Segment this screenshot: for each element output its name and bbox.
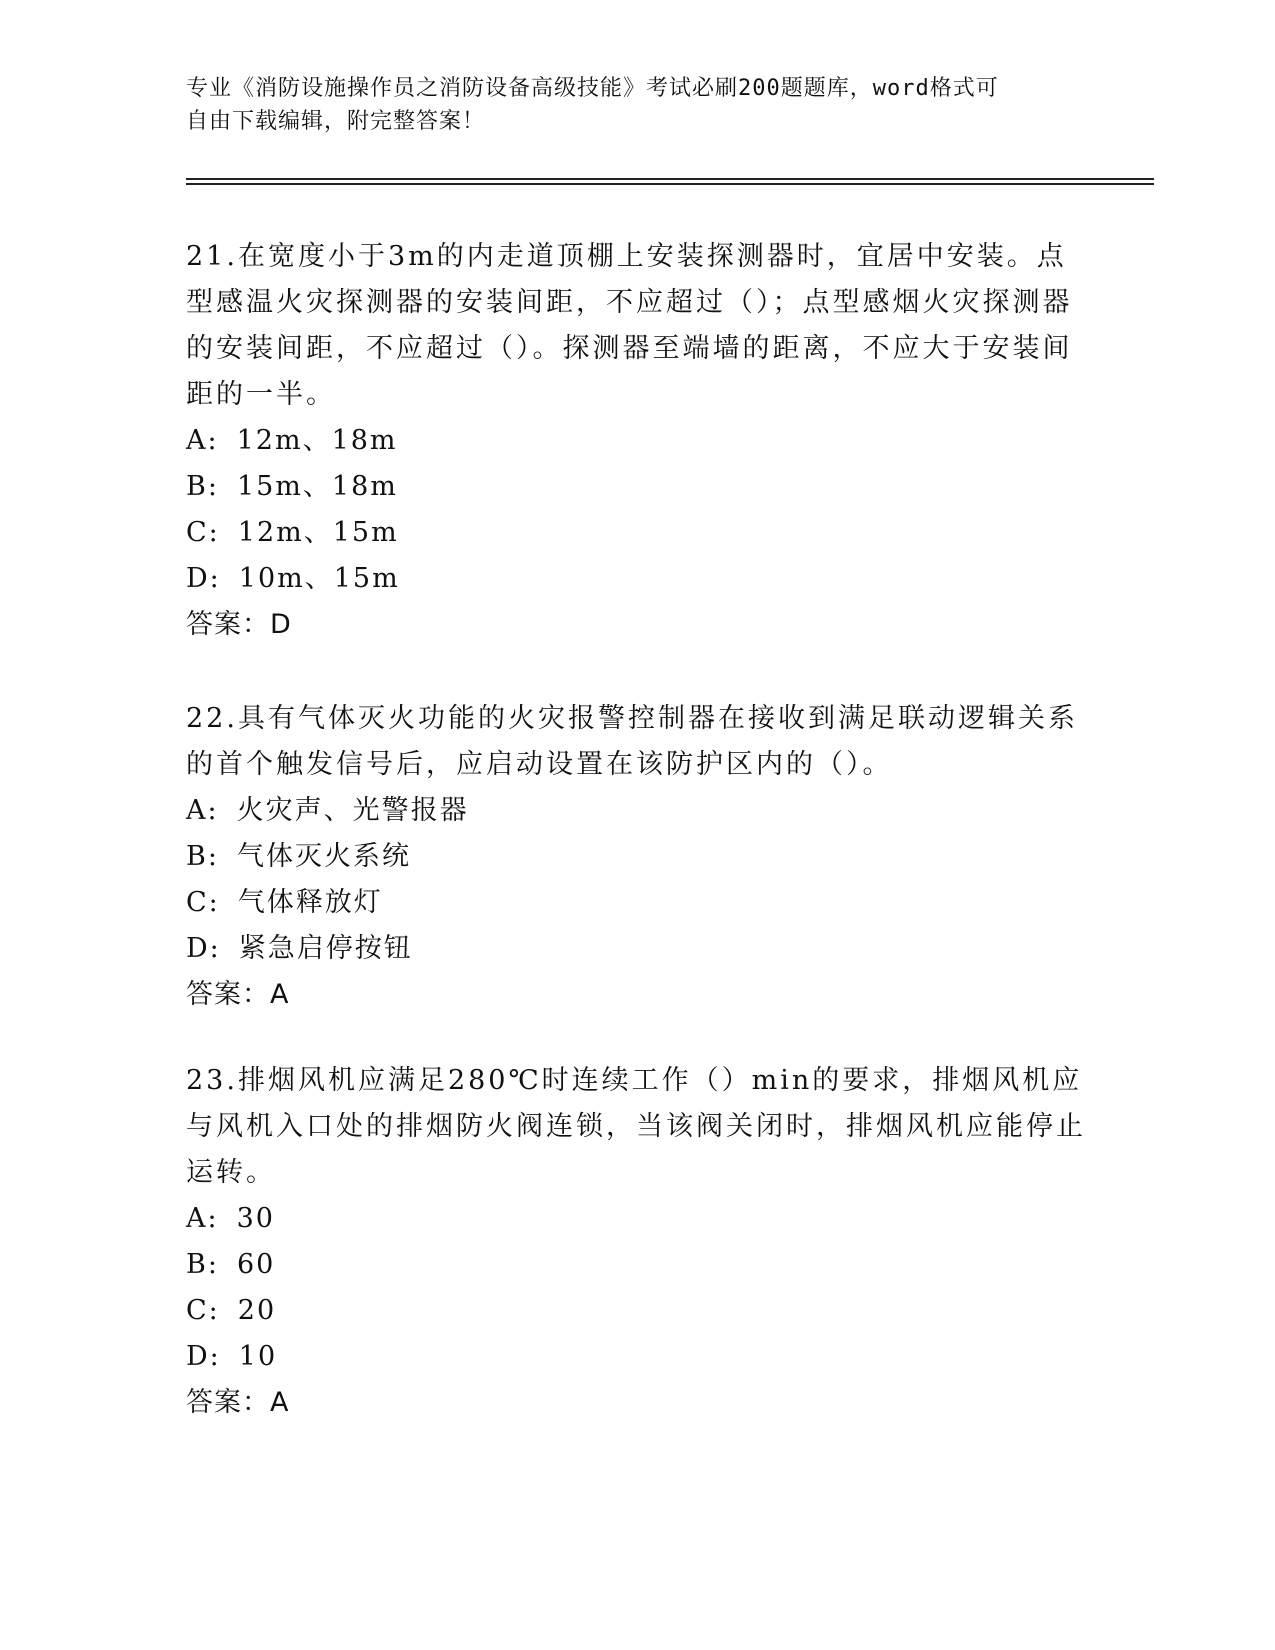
option-a: A: 30 xyxy=(186,1196,1086,1242)
option-key: D xyxy=(186,563,210,594)
answer-value: A xyxy=(270,1387,290,1418)
question-21 xyxy=(186,234,1086,648)
answer-value: A xyxy=(270,979,290,1010)
option-text: 气体灭火系统 xyxy=(236,841,411,872)
question-stem: 23.排烟风机应满足280℃时连续工作（）min的要求，排烟风机应与风机入口处的排烟防火阀连锁，当该阀关闭时，排烟风机应能停止运转。 xyxy=(186,1065,1086,1188)
option-a: A: 12m、18m xyxy=(186,418,1086,464)
option-text: 15m、18m xyxy=(236,471,398,502)
header-line-2: 自由下载编辑，附完整答案！ xyxy=(186,109,486,134)
option-text: 火灾声、光警报器 xyxy=(236,795,469,826)
header-line-1: 专业《消防设施操作员之消防设备高级技能》考试必刷200题题库，word格式可 xyxy=(186,76,999,101)
question-stem: 22.具有气体灭火功能的火灾报警控制器在接收到满足联动逻辑关系的首个触发信号后，应启动设置在该防护区内的（）。 xyxy=(186,703,1078,780)
option-a: A: 火灾声、光警报器 xyxy=(186,788,1086,834)
question-stem: 21.在宽度小于3m的内走道顶棚上安装探测器时，宜居中安装。点型感温火灾探测器的安装间距，不应超过（）；点型感烟火灾探测器的安装间距，不应超过（）。探测器至端墙的距离，不应大于安装间距的一半。 xyxy=(186,241,1073,410)
option-b: B: 60 xyxy=(186,1242,1086,1288)
option-key: C xyxy=(186,517,209,548)
option-key: A xyxy=(186,1203,208,1234)
answer-line xyxy=(186,972,1086,1018)
option-text: 10m、15m xyxy=(238,563,400,594)
question-22 xyxy=(186,696,1086,1018)
option-b: B: 15m、18m xyxy=(186,464,1086,510)
option-d: D: 10 xyxy=(186,1334,1086,1380)
option-c: C: 12m、15m xyxy=(186,510,1086,556)
option-text: 12m、15m xyxy=(237,517,399,548)
option-key: D xyxy=(186,1341,210,1372)
document-header xyxy=(186,72,1066,138)
option-b: B: 气体灭火系统 xyxy=(186,834,1086,880)
header-divider-top xyxy=(186,178,1154,180)
option-text: 紧急启停按钮 xyxy=(238,933,413,964)
option-key: A xyxy=(186,795,208,826)
option-key: D xyxy=(186,933,210,964)
option-text: 20 xyxy=(237,1295,277,1326)
answer-line xyxy=(186,1380,1086,1426)
option-key: B xyxy=(186,471,208,502)
answer-label: 答案： xyxy=(186,1387,270,1418)
option-text: 30 xyxy=(236,1203,275,1234)
option-c: C: 20 xyxy=(186,1288,1086,1334)
header-divider-bottom xyxy=(186,183,1154,185)
option-d: D: 紧急启停按钮 xyxy=(186,926,1086,972)
option-key: B xyxy=(186,841,208,872)
answer-value: D xyxy=(270,609,292,640)
option-text: 气体释放灯 xyxy=(237,887,383,918)
option-text: 60 xyxy=(236,1249,276,1280)
answer-line xyxy=(186,602,1086,648)
option-key: B xyxy=(186,1249,208,1280)
answer-label: 答案： xyxy=(186,609,270,640)
option-d: D: 10m、15m xyxy=(186,556,1086,602)
option-key: C xyxy=(186,887,209,918)
option-c: C: 气体释放灯 xyxy=(186,880,1086,926)
option-key: A xyxy=(186,425,208,456)
option-key: C xyxy=(186,1295,209,1326)
option-text: 10 xyxy=(238,1341,278,1372)
question-23 xyxy=(186,1058,1086,1426)
option-text: 12m、18m xyxy=(236,425,398,456)
answer-label: 答案： xyxy=(186,979,270,1010)
